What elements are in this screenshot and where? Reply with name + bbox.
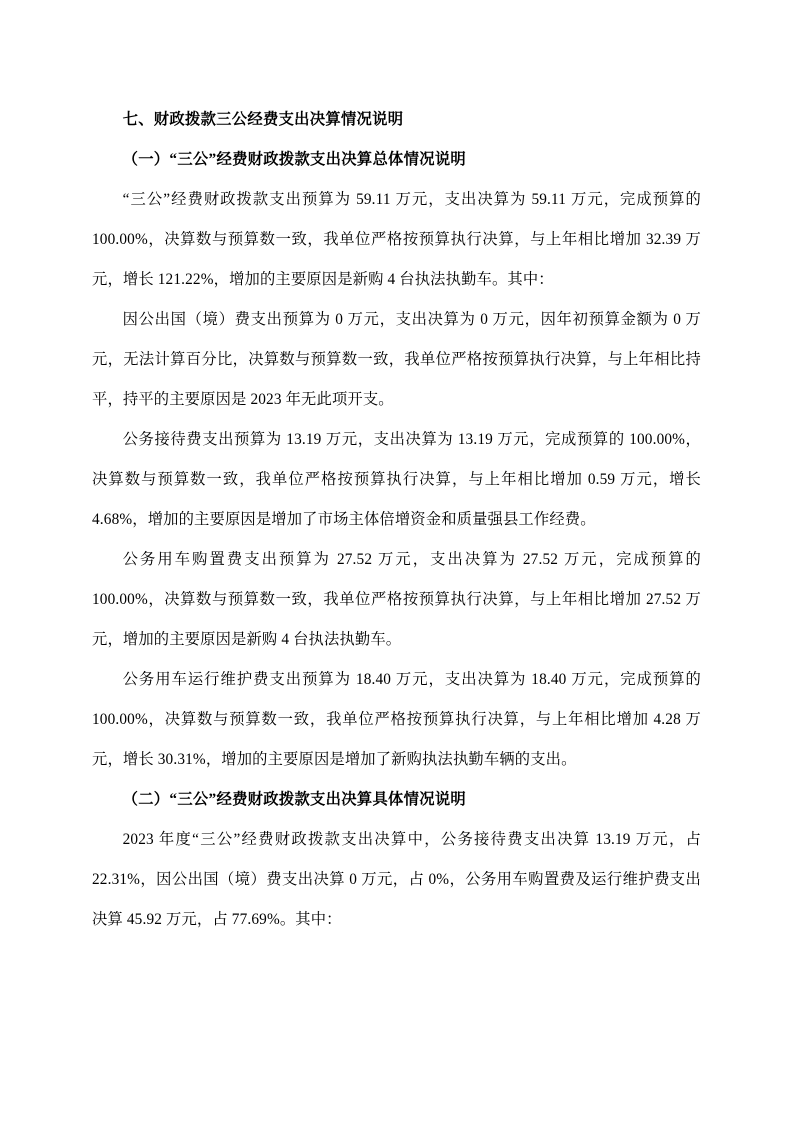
paragraph-overall-summary: “三公”经费财政拨款支出预算为 59.11 万元，支出决算为 59.11 万元，完成预算的 100.00%，决算数与预算数一致，我单位严格按预算执行决算，与上年相比增加 32.39 万元，增长 121.22%，增加的主要原因是新购 4 台执法执勤车。其中： — [92, 191, 701, 288]
paragraph-detailed-summary: 2023 年度“三公”经费财政拨款支出决算中，公务接待费支出决算 13.19 万元，占 22.31%，因公出国（境）费支出决算 0 万元，占 0%，公务用车购置费及运行维护费支出决算 45.92 万元，占 77.69%。其中： — [92, 831, 701, 928]
section-heading-sub-1: （一）“三公”经费财政拨款支出决算总体情况说明 — [122, 151, 467, 168]
paragraph-vehicle-maintenance: 公务用车运行维护费支出预算为 18.40 万元，支出决算为 18.40 万元，完成预算的 100.00%，决算数与预算数一致，我单位严格按预算执行决算，与上年相比增加 4.28 万元，增长 30.31%，增加的主要原因是增加了新购执法执勤车辆的支出。 — [92, 671, 701, 768]
paragraph-vehicle-purchase: 公务用车购置费支出预算为 27.52 万元，支出决算为 27.52 万元，完成预算的 100.00%，决算数与预算数一致，我单位严格按预算执行决算，与上年相比增加 27.52 万元，增加的主要原因是新购 4 台执法执勤车。 — [92, 551, 701, 648]
paragraph-official-reception: 公务接待费支出预算为 13.19 万元，支出决算为 13.19 万元，完成预算的 100.00%，决算数与预算数一致，我单位严格按预算执行决算，与上年相比增加 0.59 万元，增长 4.68%，增加的主要原因是增加了市场主体倍增资金和质量强县工作经费。 — [92, 431, 701, 528]
paragraph-overseas-travel: 因公出国（境）费支出预算为 0 万元，支出决算为 0 万元，因年初预算金额为 0 万元，无法计算百分比，决算数与预算数一致，我单位严格按预算执行决算，与上年相比持平，持平的主要原因是 2023 年无此项开支。 — [92, 311, 701, 408]
section-heading-sub-2: （二）“三公”经费财政拨款支出决算具体情况说明 — [122, 791, 467, 808]
section-heading-main: 七、财政拨款三公经费支出决算情况说明 — [122, 111, 404, 128]
document-body — [92, 100, 701, 940]
